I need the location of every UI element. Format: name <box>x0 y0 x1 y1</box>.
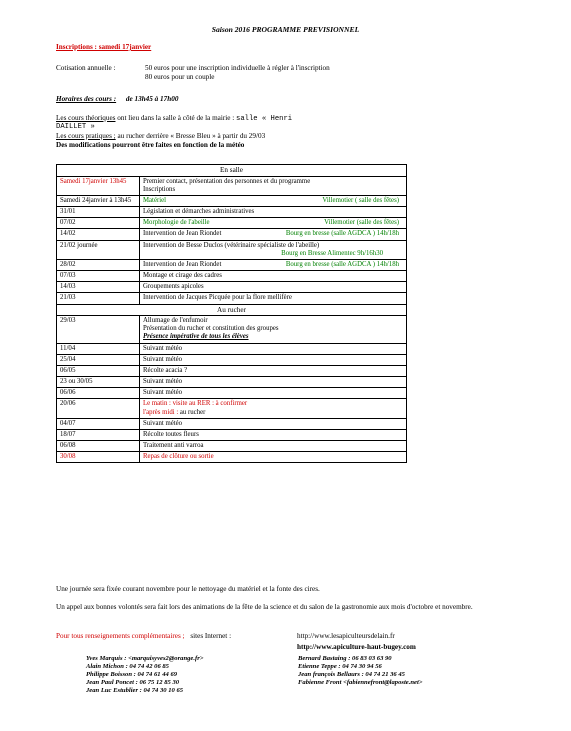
table-row <box>57 441 407 452</box>
section-au-rucher-cell: Au rucher <box>57 304 407 316</box>
info-line <box>56 632 231 640</box>
note-volunteers: Un appel aux bonnes volontés sera fait lors des animations de la fête de la science et du salon de la gastronomie aux mois d'octobre et novembre. <box>56 603 473 611</box>
row-content <box>140 354 407 365</box>
row-two-columns <box>143 197 403 205</box>
row-line: Premier contact, présentation des personnes et du programme <box>143 177 311 185</box>
contacts-left <box>86 655 204 695</box>
row-content <box>140 195 407 206</box>
row-line: Suivant météo <box>143 344 183 352</box>
row-content <box>140 176 407 195</box>
table-row <box>57 218 407 229</box>
page-title: Saison 2016 PROGRAMME PREVISIONNEL <box>211 25 360 34</box>
row-line: Inscriptions <box>143 185 176 193</box>
horaires <box>56 95 178 103</box>
table-row <box>57 418 407 429</box>
contact-left-line: Jean Luc Estublier : 04 74 30 10 65 <box>86 686 184 694</box>
table-row <box>57 293 407 304</box>
row-date: 14/02 <box>57 229 140 240</box>
table-row <box>57 195 407 206</box>
row-line: Récolte acacia ? <box>143 366 188 374</box>
cotisation-label: Cotisation annuelle : <box>56 64 116 72</box>
table-row <box>57 229 407 240</box>
row-line: Suivant météo <box>143 378 183 386</box>
contact-left-line: Philippe Boisson : 04 74 61 44 69 <box>86 670 178 678</box>
table-row <box>57 429 407 440</box>
row-red-line: Repas de clôture ou sortie <box>143 453 214 461</box>
row-line: Suivant météo <box>143 355 183 363</box>
table-row <box>57 452 407 463</box>
table-row <box>57 316 407 343</box>
theory-text: ont lieu dans la salle à côté de la mairie : <box>117 114 235 122</box>
row-emphasis: Présence impérative de tous les élèves <box>143 333 249 341</box>
row-content <box>140 399 407 418</box>
row-line <box>143 409 403 417</box>
row-content <box>140 452 407 463</box>
row-place: Villemotier (salle des fêtes) <box>324 219 399 227</box>
theory-place-cont: DAILLET » <box>56 123 95 131</box>
row-content <box>140 365 407 376</box>
table-row <box>57 271 407 282</box>
row-date: 30/08 <box>57 452 140 463</box>
row-content <box>140 429 407 440</box>
info-red: Pour tous renseignements complémentaires ; <box>56 632 185 640</box>
table-row <box>57 399 407 418</box>
cotisation-line-1: 50 euros pour une inscription individuelle à régler à l'inscription <box>145 64 330 72</box>
contact-right-line: Fabienne Front <fabiennefront@laposte.net> <box>298 678 423 686</box>
row-date: Samedi 17janvier 13h45 <box>57 176 140 195</box>
row-content <box>140 240 407 259</box>
row-line: Intervention de Besse Duclos (vétérinaire spécialiste de l'abeille) <box>143 241 320 249</box>
practice-label: Les cours pratiques ; <box>56 132 116 140</box>
row-date: 04/07 <box>57 418 140 429</box>
practice-line <box>56 132 265 140</box>
row-date: 21/02 journée <box>57 240 140 259</box>
row-content <box>140 259 407 270</box>
row-two-columns <box>143 219 403 227</box>
row-content <box>140 377 407 388</box>
row-line: Groupements apicoles <box>143 283 204 291</box>
site-link-2[interactable]: http://www.apiculture-haut-bugey.com <box>297 643 416 651</box>
program-table <box>56 164 407 463</box>
row-content <box>140 388 407 399</box>
section-en-salle-cell: En salle <box>57 165 407 177</box>
contact-left-line: Alain Michon : 04 74 42 06 85 <box>86 662 169 670</box>
row-place: Villemotier ( salle des fêtes) <box>322 196 399 204</box>
row-red-line: Le matin : visite au RER : à confirmer <box>143 400 248 408</box>
sites-label: sites Internet : <box>190 632 232 640</box>
table-row <box>57 282 407 293</box>
row-line: Présentation du rucher et constitution des groupes <box>143 325 279 333</box>
row-line: Récolte toutes fleurs <box>143 430 199 438</box>
table-row <box>57 240 407 259</box>
note-cleaning: Une journée sera fixée courant novembre pour le nettoyage du matériel et la fonte des cires. <box>56 585 320 593</box>
row-content <box>140 343 407 354</box>
contact-right-line: Jean françois Bellaurs : 04 74 21 36 45 <box>298 670 405 678</box>
section-en-salle <box>57 165 407 177</box>
row-date: 28/02 <box>57 259 140 270</box>
row-content <box>140 441 407 452</box>
row-place: Bourg en bresse (salle AGDCA ) 14h/18h <box>285 260 399 268</box>
row-content <box>140 293 407 304</box>
row-content <box>140 282 407 293</box>
theory-place: salle « Henri <box>236 115 293 123</box>
site-link-1[interactable]: http://www.lesapiculteursdelain.fr <box>297 632 395 640</box>
row-date: 06/06 <box>57 388 140 399</box>
row-date: Samedi 24janvier à 13h45 <box>57 195 140 206</box>
contact-right-line: Etienne Teppe : 04 74 30 94 56 <box>298 662 382 670</box>
inscriptions-line: Inscriptions : samedi 17janvier <box>56 43 152 51</box>
row-date: 07/03 <box>57 271 140 282</box>
row-activity: Intervention de Jean Riondet <box>143 260 222 268</box>
row-tail: au rucher <box>179 408 206 416</box>
row-two-columns <box>143 261 403 269</box>
row-line: Allumage de l'enfumoir <box>143 317 208 325</box>
row-date: 21/03 <box>57 293 140 304</box>
contact-left-line: Jean Paul Poncet : 06 75 12 85 30 <box>86 678 180 686</box>
row-date: 06/05 <box>57 365 140 376</box>
row-activity: Matériel <box>143 196 167 204</box>
table-row <box>57 343 407 354</box>
table-row <box>57 259 407 270</box>
row-date: 07/02 <box>57 218 140 229</box>
practice-text: au rucher derrière « Bresse Bleu » à partir du 29/03 <box>117 132 266 140</box>
row-date: 31/01 <box>57 207 140 218</box>
horaires-label: Horaires des cours : <box>56 95 117 103</box>
section-au-rucher <box>57 304 407 316</box>
horaires-value: de 13h45 à 17h00 <box>125 95 179 103</box>
row-content <box>140 418 407 429</box>
row-line: Suivant météo <box>143 389 183 397</box>
row-activity: Intervention de Jean Riondet <box>143 230 222 238</box>
row-date: 18/07 <box>57 429 140 440</box>
row-date: 20/06 <box>57 399 140 418</box>
row-line: Montage et cirage des cadres <box>143 272 222 280</box>
row-two-columns <box>143 230 403 238</box>
row-date: 06/08 <box>57 441 140 452</box>
contact-left-line: Yves Marquis : <marquisyves2@orange.fr> <box>86 655 204 662</box>
row-activity: Morphologie de l'abeille <box>143 219 210 227</box>
modification-note: Des modifications pourront être faites en fonction de la météo <box>56 141 245 149</box>
theory-label: Les cours théoriques <box>56 114 116 122</box>
row-content <box>140 316 407 343</box>
theory-line <box>56 114 292 123</box>
row-content <box>140 218 407 229</box>
contact-right-line: Bernard Bastaing : 06 83 03 63 90 <box>298 655 392 662</box>
row-content <box>140 271 407 282</box>
cotisation-line-2: 80 euros pour un couple <box>145 73 215 81</box>
row-line: Suivant météo <box>143 419 183 427</box>
row-date: 29/03 <box>57 316 140 343</box>
row-date: 23 ou 30/05 <box>57 377 140 388</box>
row-place: Bourg en bresse (salle AGDCA ) 14h/18h <box>285 230 399 238</box>
table-row <box>57 365 407 376</box>
row-content <box>140 207 407 218</box>
row-place: Bourg en Bresse Alimentec 9h/16h30 <box>281 249 383 257</box>
row-line: Traitement anti varroa <box>143 442 204 450</box>
row-red-text: l'après midi : <box>143 408 179 416</box>
row-date: 14/03 <box>57 282 140 293</box>
row-content <box>140 229 407 240</box>
row-line: Intervention de Jacques Picquée pour la flore mellifère <box>143 294 292 302</box>
table-row <box>57 207 407 218</box>
table-row <box>57 388 407 399</box>
table-row <box>57 377 407 388</box>
table-row <box>57 176 407 195</box>
contacts-right <box>298 655 423 687</box>
row-line: Législation et démarches administratives <box>143 208 255 216</box>
row-date: 25/04 <box>57 354 140 365</box>
row-date: 11/04 <box>57 343 140 354</box>
table-row <box>57 354 407 365</box>
